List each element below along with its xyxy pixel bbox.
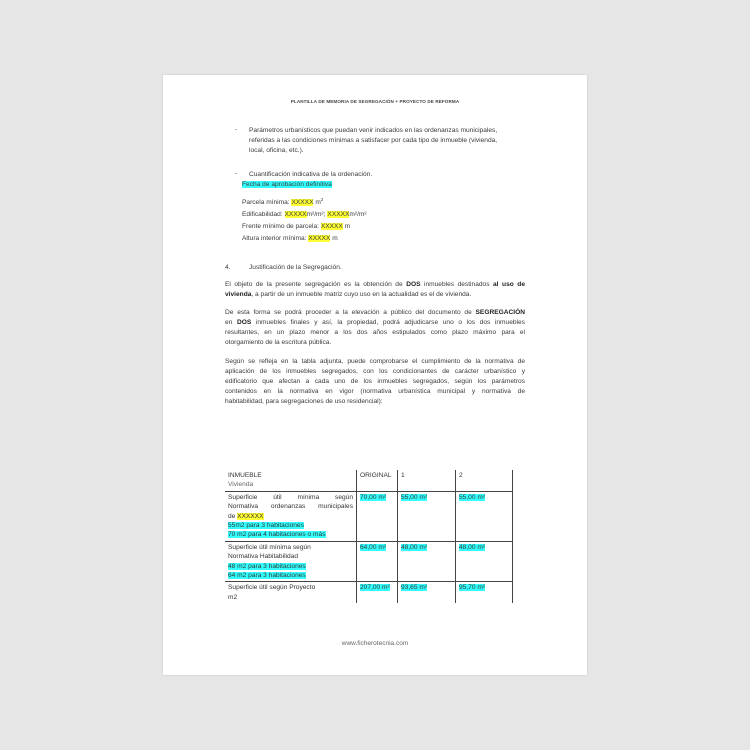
table-row — [225, 582, 513, 603]
paragraph2-line3: resultantes, en un plazo menor a los dos años estipulados como plazo máximo para el — [225, 329, 525, 336]
bullet-dash: - — [235, 126, 238, 133]
paragraph3-line1: Según se refleja en la tabla adjunta, puede comprobarse el cumplimiento de la normativa de — [225, 358, 525, 365]
edif-value-1: XXXXX — [284, 211, 307, 218]
bullet1-line2: referidas a las condiciones mínimas a satisfacer por cada tipo de inmueble (vivienda, — [249, 137, 498, 144]
table-cell-label: Superficie útil mínima según Normativa ordenanzas municipales de XXXXXX 55m2 para 3 habitaciones 70 m2 para 4 habitaciones o más — [225, 491, 357, 541]
param-parcela: Parcela mínima: XXXXX $m^2$ — [242, 196, 324, 206]
section-number: 4. — [225, 264, 231, 271]
table-header-cell: INMUEBLE Vivienda — [225, 470, 357, 491]
table-row — [225, 491, 513, 541]
bullet2-text: Cuantificación indicativa de la ordenación. — [249, 171, 373, 178]
table-cell-value: 48,00 m² — [398, 541, 456, 582]
param-frente: Frente mínimo de parcela: XXXXX m — [242, 223, 351, 230]
segregation-table — [225, 470, 513, 603]
paragraph1-line2: vivienda, a partir de un inmueble matriz cuyo uso en la actualidad es el de vivienda. — [225, 291, 472, 298]
paragraph1-line1: El objeto de la presente segregación es la obtención de DOS inmuebles destinados al uso de — [225, 281, 525, 288]
table-header-cell: 2 — [456, 470, 513, 491]
paragraph3-line4: contenidos en la normativa en vigor (normativa urbanística municipal y normativa de — [225, 388, 525, 395]
altura-value: XXXXX — [308, 235, 331, 242]
table-cell-value: 207,00 m² — [357, 582, 398, 603]
approval-date-highlight: Fecha de aprobación definitiva — [242, 181, 332, 188]
page-header: PLANTILLA DE MEMORIA DE SEGREGACIÓN + PROYECTO DE REFORMA — [290, 99, 460, 104]
table-header-cell: 1 — [398, 470, 456, 491]
table-row — [225, 541, 513, 582]
table-cell-value: 64,00 m² — [357, 541, 398, 582]
table-header-cell: ORIGINAL — [357, 470, 398, 491]
section-title: Justificación de la Segregación. — [249, 264, 342, 271]
table-header-row — [225, 470, 513, 491]
table-cell-value: 70,00 m² — [357, 491, 398, 541]
bullet1-line3: local, oficina, etc.). — [249, 147, 304, 154]
bullet-dash: - — [235, 170, 238, 177]
approval-date-line — [242, 180, 332, 190]
table-cell-label: Superficie útil mínima según Normativa Habitabilidad 48 m2 para 3 habitaciones 64 m2 para 3 habitaciones — [225, 541, 357, 582]
param-altura: Altura interior mínima: XXXXX m — [242, 235, 338, 242]
document-page — [163, 75, 587, 675]
footer-url: www.ficherotecnia.com — [341, 640, 409, 647]
paragraph3-line5: habitabilidad, para segregaciones de uso residencial): — [225, 398, 383, 405]
frente-value: XXXXX — [320, 223, 343, 230]
table-cell-value: 55,00 m² — [456, 491, 513, 541]
param-edificabilidad: Edificabilidad: XXXXXm²/m²; XXXXXm²/m² — [242, 211, 367, 218]
paragraph3-line2: aplicación de los inmuebles segregados, con los condicionantes de carácter urbanístico y — [225, 368, 525, 375]
table-cell-value: 55,00 m² — [398, 491, 456, 541]
paragraph2-line4: otorgamiento de la escritura pública. — [225, 339, 332, 346]
table-cell-value: 48,00 m² — [456, 541, 513, 582]
table-cell-value: 95,70 m² — [456, 582, 513, 603]
parcela-value: XXXXX — [291, 199, 314, 206]
table-cell-label: Superficie útil según Proyecto m2 — [225, 582, 357, 603]
paragraph2-line2: en DOS inmuebles finales y así, la propiedad, podrá adjudicarse uno o los dos inmuebles — [225, 319, 525, 326]
table-cell-value: 93,65 m² — [398, 582, 456, 603]
paragraph2-line1: De esta forma se podrá proceder a la elevación a público del documento de SEGREGACIÓN — [225, 309, 525, 316]
edif-value-2: XXXXX — [327, 211, 350, 218]
bullet1-line1: Parámetros urbanísticos que puedan venir indicados en las ordenanzas municipales, — [249, 127, 498, 134]
paragraph3-line3: edificatorio que afectan a cada uno de los inmuebles segregados, según los parámetros — [225, 378, 525, 385]
